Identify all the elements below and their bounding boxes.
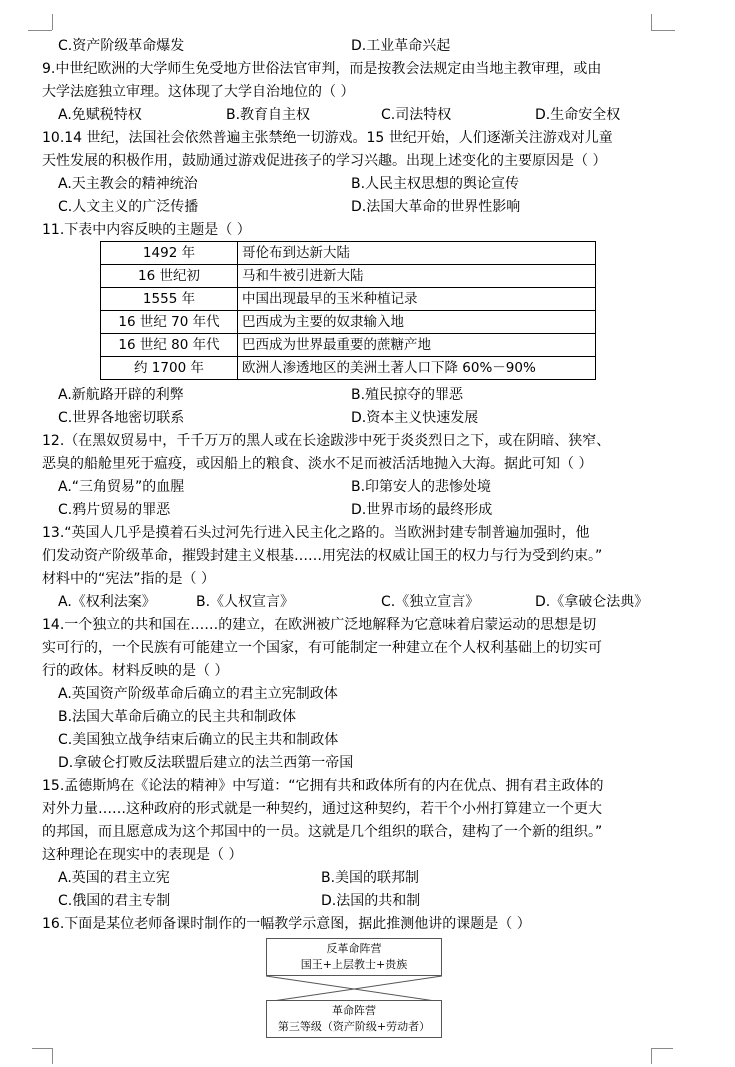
q15-stem-line-2: 对外力量……这种政府的形式就是一种契约，通过这种契约，若干个小州打算建立一个更大	[42, 801, 602, 817]
crop-mark	[52, 1048, 53, 1064]
q11-option-d: D.资本主义快速发展	[351, 410, 479, 426]
q16-stem: 16.下面是某位老师备课时制作的一幅教学示意图，据此推测他讲的课题是（ ）	[42, 916, 531, 932]
table-row	[101, 334, 596, 357]
q14-stem-line-2: 实可行的，一个民族有可能建立一个国家，有可能制定一种建立在个人权利基础上的切实可	[42, 640, 602, 656]
crop-mark	[52, 14, 53, 30]
q10-option-c: C.人文主义的广泛传播	[58, 199, 199, 215]
q15-stem-line-1: 15.孟德斯鸠在《论法的精神》中写道：“它拥有共和政体所有的内在优点、拥有君主政体的	[42, 778, 604, 794]
q9-option-b: B.教育自主权	[226, 107, 311, 123]
q11-option-a: A.新航路开辟的利弊	[58, 387, 184, 403]
q10-stem-line-1: 10.14 世纪，法国社会依然普遍主张禁绝一切游戏。15 世纪开始，人们逐渐关注游戏对儿童	[42, 130, 613, 146]
q12-stem-line-2: 恶臭的船舱里死于瘟疫，或因船上的粮食、淡水不足而被活活地抛入大海。据此可知（ ）	[42, 456, 593, 472]
q10-stem-line-2: 天性发展的积极作用，鼓励通过游戏促进孩子的学习兴趣。出现上述变化的主要原因是（ ）	[42, 153, 607, 169]
table-cell-year: 16 世纪 80 年代	[101, 334, 238, 357]
table-cell-event: 欧洲人渗透地区的美洲土著人口下降 60%－90%	[238, 357, 596, 380]
revolution-camp-title: 革命阵营	[332, 1004, 376, 1017]
q12-stem-line-1: 12.（在黑奴贸易中，千千万万的黑人或在长途跋涉中死于炎炎烈日之下，或在阴暗、狭窄、	[42, 433, 611, 449]
table-cell-year: 1555 年	[101, 288, 238, 311]
crop-mark	[28, 30, 52, 31]
table-cell-year: 约 1700 年	[101, 357, 238, 380]
q16-diagram	[266, 938, 442, 1042]
table-cell-year: 16 世纪初	[101, 265, 238, 288]
table-row	[101, 357, 596, 380]
q11-table	[100, 241, 596, 380]
q10-option-d: D.法国大革命的世界性影响	[351, 199, 521, 215]
q14-option-b: B.法国大革命后确立的民主共和制政体	[58, 709, 297, 725]
table-row	[101, 242, 596, 265]
q14-stem-line-3: 行的政体。材料反映的是（ ）	[42, 663, 229, 679]
table-cell-year: 1492 年	[101, 242, 238, 265]
counter-revolution-camp-members: 国王+上层教士+贵族	[300, 958, 408, 971]
q12-option-c: C.鸦片贸易的罪恶	[58, 502, 171, 518]
table-cell-year: 16 世纪 70 年代	[101, 311, 238, 334]
crop-mark	[651, 1048, 673, 1049]
q11-stem: 11.下表中内容反映的主题是（ ）	[42, 222, 251, 238]
q14-option-a: A.英国资产阶级革命后确立的君主立宪制政体	[58, 686, 338, 702]
q9-option-a: A.免赋税特权	[58, 107, 142, 123]
table-cell-event: 巴西成为主要的奴隶输入地	[238, 311, 596, 334]
crop-mark	[651, 14, 652, 30]
table-cell-event: 马和牛被引进新大陆	[238, 265, 596, 288]
q12-option-b: B.印第安人的悲惨处境	[351, 479, 492, 495]
q15-option-c: C.俄国的君主专制	[58, 893, 171, 909]
revolution-camp-members: 第三等级（资产阶级+劳动者）	[277, 1020, 431, 1033]
q13-option-d: D.《拿破仑法典》	[535, 594, 649, 610]
q15-option-d: D.法国的共和制	[321, 893, 421, 909]
q10-option-b: B.人民主权思想的舆论宣传	[351, 176, 520, 192]
table-cell-event: 哥伦布到达新大陆	[238, 242, 596, 265]
revolution-camp-box	[266, 1000, 442, 1038]
q9-stem-line-2: 大学法庭独立审理。这体现了大学自治地位的（ ）	[42, 84, 355, 100]
q13-stem-line-2: 们发动资产阶级革命，摧毁封建主义根基……用宪法的权威让国王的权力与行为受到约束。”	[42, 548, 603, 564]
q11-option-b: B.殖民掠夺的罪恶	[351, 387, 464, 403]
q15-option-a: A.英国的君主立宪	[58, 870, 170, 886]
q8-option-c: C.资产阶级革命爆发	[58, 38, 185, 54]
q14-stem-line-1: 14.一个独立的共和国在……的建立，在欧洲被广泛地解释为它意味着启蒙运动的思想是切	[42, 617, 597, 633]
q13-stem-line-3: 材料中的“宪法”指的是（ ）	[42, 571, 215, 587]
q12-option-a: A.“三角贸易”的血腥	[58, 479, 185, 495]
q11-option-c: C.世界各地密切联系	[58, 410, 185, 426]
q15-stem-line-3: 的邦国，而且愿意成为这个邦国中的一员。这就是几个组织的联合，建构了一个新的组织。”	[42, 824, 603, 840]
q8-option-d: D.工业革命兴起	[351, 38, 451, 54]
q9-stem-line-1: 9.中世纪欧洲的大学师生免受地方世俗法官审判，而是按教会法规定由当地主教审理，或由	[42, 61, 602, 77]
q9-option-c: C.司法特权	[381, 107, 452, 123]
table-row	[101, 265, 596, 288]
q15-stem-line-4: 这种理论在现实中的表现是（ ）	[42, 847, 243, 863]
q13-option-c: C.《独立宣言》	[381, 594, 480, 610]
q13-option-a: A.《权利法案》	[58, 594, 156, 610]
q15-option-b: B.美国的联邦制	[321, 870, 420, 886]
q12-option-d: D.世界市场的最终形成	[351, 502, 493, 518]
crop-mark	[651, 1048, 652, 1064]
counter-revolution-camp-title: 反革命阵营	[326, 942, 382, 955]
table-row	[101, 288, 596, 311]
crop-mark	[32, 1048, 52, 1049]
q13-stem-line-1: 13.“英国人几乎是摸着石头过河先行进入民主化之路的。当欧洲封建专制普遍加强时，他	[42, 525, 590, 541]
table-cell-event: 巴西成为世界最重要的蔗糖产地	[238, 334, 596, 357]
counter-revolution-camp-box	[266, 938, 442, 976]
q14-option-c: C.美国独立战争结束后确立的民主共和制政体	[58, 732, 339, 748]
q13-option-b: B.《人权宣言》	[196, 594, 295, 610]
crop-mark	[651, 30, 675, 31]
q9-option-d: D.生命安全权	[535, 107, 621, 123]
table-row	[101, 311, 596, 334]
table-cell-event: 中国出现最早的玉米种植记录	[238, 288, 596, 311]
q14-option-d: D.拿破仑打败反法联盟后建立的法兰西第一帝国	[58, 755, 354, 771]
q10-option-a: A.天主教会的精神统治	[58, 176, 198, 192]
